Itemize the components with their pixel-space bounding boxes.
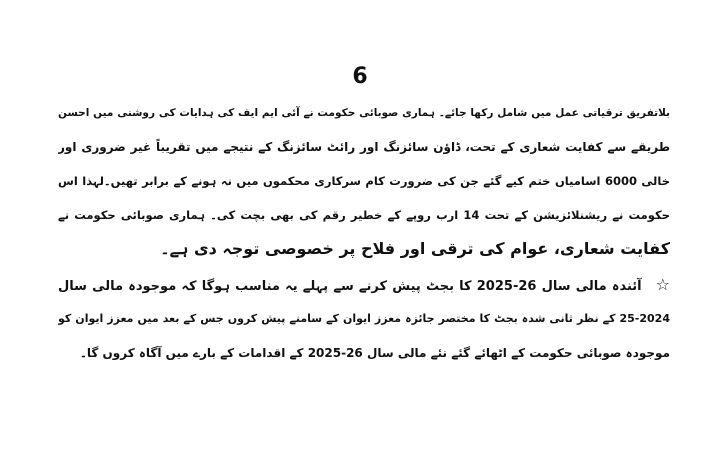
paragraph-line: خالی 6000 اسامیاں ختم کیے گئے جن کی ضرورت کام سرکاری محکموں میں نہ ہونے کے برابر تھیں۔لہذا اس bbox=[58, 174, 670, 188]
paragraph-line-text: آئندہ مالی سال 26-2025 کا بجٹ پیش کرنے سے پہلے یہ مناسب ہوگا کہ موجودہ مالی سال bbox=[58, 279, 642, 294]
paragraph-line: حکومت نے ریشنلائزیشن کے تحت 14 ارب روپے کے خطیر رقم کی بھی بچت کی۔ ہماری صوبائی حکومت نے bbox=[58, 208, 670, 222]
paragraph-austerity bbox=[58, 96, 670, 266]
star-outline-icon: ☆ bbox=[655, 275, 670, 294]
page-number: 6 bbox=[352, 64, 368, 89]
document-body bbox=[58, 96, 670, 370]
paragraph-line: 25-2024 کے نظر ثانی شدہ بجٹ کا مختصر جائزہ معزز ایوان کے سامنے پیش کروں جس کے بعد میں معزز ایوان کو bbox=[58, 312, 670, 325]
paragraph-line-with-bullet bbox=[58, 268, 670, 302]
paragraph-line: طریقے سے کفایت شعاری کے تحت، ڈاؤن سائزنگ اور رائٹ سائزنگ کے نتیجے میں تقریباً غیر ضروری اور bbox=[58, 140, 670, 154]
paragraph-line: کفایت شعاری، عوام کی ترقی اور فلاح پر خصوصی توجہ دی ہے۔ bbox=[160, 239, 670, 258]
paragraph-line: موجودہ صوبائی حکومت کے اٹھائے گئے نئے مالی سال 26-2025 کے اقدامات کے بارے میں آگاہ کروں گا۔ bbox=[79, 346, 670, 360]
paragraph-budget bbox=[58, 268, 670, 370]
paragraph-line: بلاتفریق ترقیاتی عمل میں شامل رکھا جائے۔ ہماری صوبائی حکومت نے آئی ایم ایف کی ہدایات کی روشنی میں احسن bbox=[58, 107, 670, 119]
